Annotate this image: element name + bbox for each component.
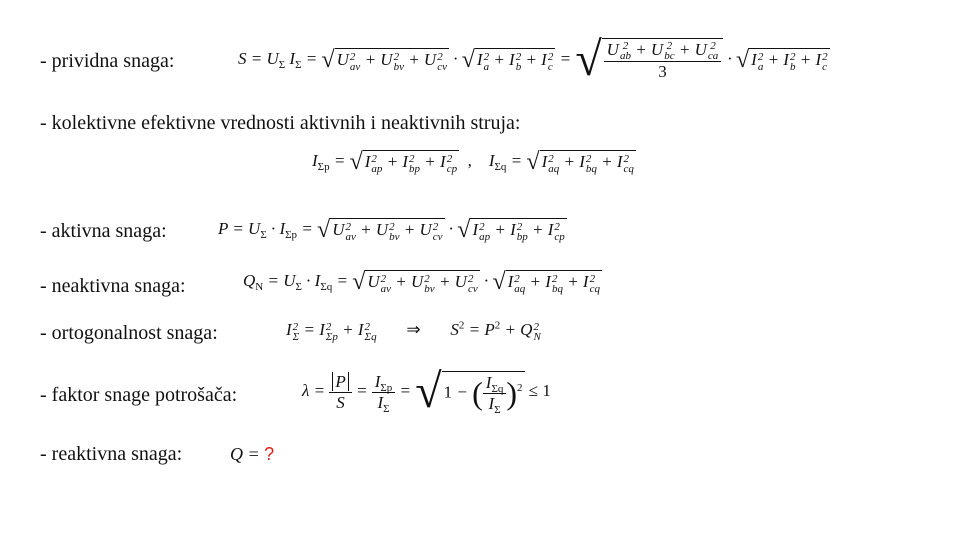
label-reactive-power: - reaktivna snaga: (40, 443, 183, 465)
equation-reactive-power: Q = ? (230, 444, 275, 464)
equation-inactive-power: $Q_N = U_\Sigma \cdot I_{\Sigma q}$ = √ U 2 av + U 2 bv + U 2 cv · √ I 2 aq + I 2 bq + I 2 cq (243, 269, 600, 295)
label-collective-rms: - kolektivne efektivne vrednosti aktivnih i neaktivnih struja: (40, 112, 521, 134)
label-active-power: - aktivna snaga: (40, 220, 167, 242)
label-power-factor: - faktor snage potrošača: (40, 384, 238, 406)
equation-orthogonality: I 2 Σ = I 2 Σp + I 2 Σq ⇒ $S^2 = P^2 + Q$ 2 N (286, 319, 541, 343)
equation-active-power: $P = U_\Sigma \cdot I_{\Sigma p}$ = √ U 2 av + U 2 bv + U 2 cv · √ I 2 ap + I 2 bp + I 2 cp (218, 217, 565, 243)
label-apparent-power: - prividna snaga: (40, 50, 175, 72)
reactive-question-mark: ? (264, 444, 275, 464)
equation-power-factor: λ = $\frac{P}{S}$ = $\frac{I_{\Sigma p}}{I_\Sigma}$ = √ 1 − ( $\frac{I_{\Sigma q}}{I_\Sigma}$ )$^2$ ≤ 1 (302, 365, 551, 418)
label-orthogonality: - ortogonalnost snaga: (40, 322, 218, 344)
equation-collective-rms: $I_{\Sigma p}$ = √ I 2 ap + I 2 bp + I 2 cp , $I_{\Sigma q}$ = √ I 2 aq + I 2 bq + I 2 cq (312, 149, 634, 175)
label-inactive-power: - neaktivna snaga: (40, 275, 186, 297)
equation-apparent-power: $S = U_\Sigma$ $I_\Sigma$ = √ U 2 av + U 2 bv + U 2 cv · √ I 2 a + I 2 b + I 2 c = √ U 2 ab + U 2 bc + U 2 ca 3 · √ I 2 a + I 2 b + I 2 c (238, 33, 828, 86)
